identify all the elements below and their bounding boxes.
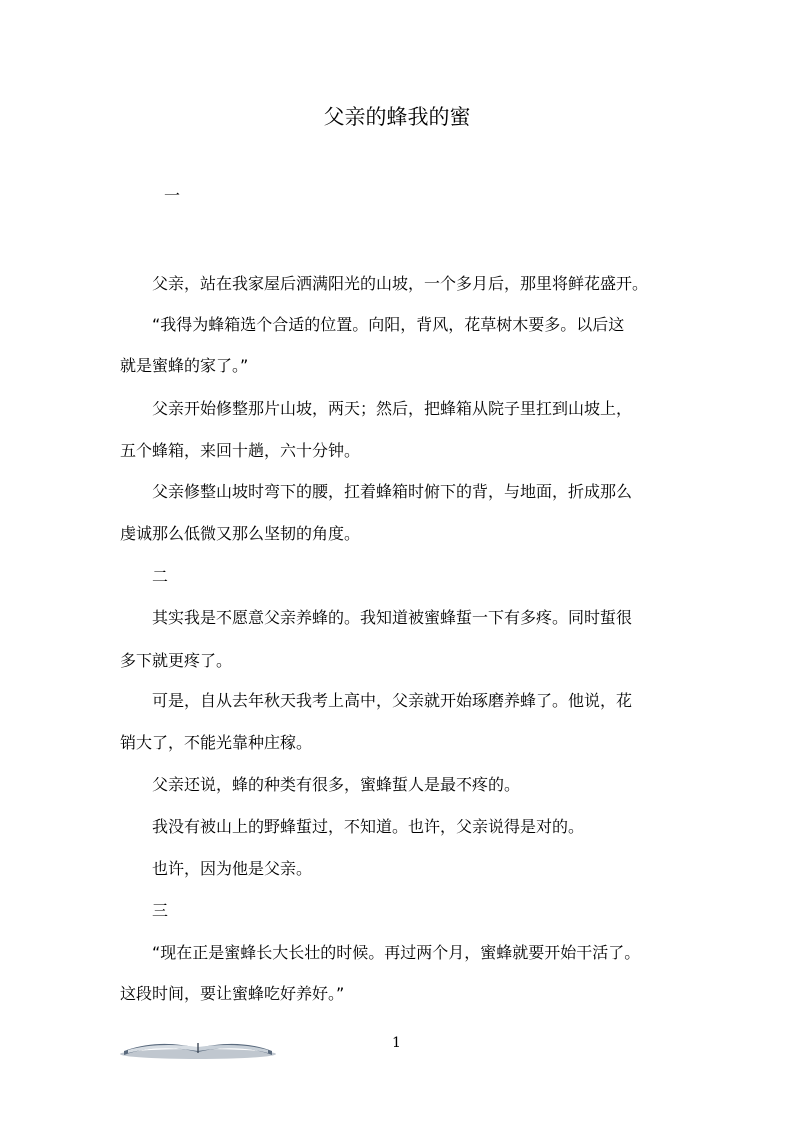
page-title: 父亲的蜂我的蜜: [323, 105, 471, 129]
section-number-1: 一: [164, 186, 181, 205]
paragraph-line: 父亲开始修整那片山坡，两天；然后，把蜂箱从院子里扛到山坡上，: [152, 399, 633, 418]
paragraph-line: 就是蜜蜂的家了。”: [120, 356, 249, 375]
paragraph-line: 五个蜂箱，来回十趟，六十分钟。: [120, 441, 361, 460]
paragraph-line: 多下就更疼了。: [120, 651, 233, 670]
section-number-2: 二: [152, 567, 169, 586]
page-number: 1: [392, 1035, 401, 1051]
paragraph-line: 父亲，站在我家屋后洒满阳光的山坡，一个多月后，那里将鲜花盛开。: [152, 274, 649, 293]
paragraph-line: “现在正是蜜蜂长大长壮的时候。再过两个月，蜜蜂就要开始干活了。: [152, 943, 641, 962]
paragraph-line: 其实我是不愿意父亲养蜂的。我知道被蜜蜂蜇一下有多疼。同时蜇很: [152, 608, 633, 627]
paragraph-line: 父亲修整山坡时弯下的腰，扛着蜂箱时俯下的背，与地面，折成那么: [152, 482, 633, 501]
paragraph-line: 也许，因为他是父亲。: [152, 859, 313, 878]
paragraph-line: “我得为蜂箱选个合适的位置。向阳，背风，花草树木要多。以后这: [152, 315, 625, 334]
paragraph-line: 虔诚那么低微又那么坚韧的角度。: [120, 524, 361, 543]
section-number-3: 三: [152, 901, 169, 920]
paragraph-line: 父亲还说，蜂的种类有很多，蜜蜂蜇人是最不疼的。: [152, 775, 521, 794]
open-book-icon: [118, 1036, 278, 1060]
paragraph-line: 可是，自从去年秋天我考上高中，父亲就开始琢磨养蜂了。他说，花: [152, 691, 633, 710]
paragraph-line: 我没有被山上的野蜂蜇过，不知道。也许，父亲说得是对的。: [152, 817, 585, 836]
paragraph-line: 这段时间，要让蜜蜂吃好养好。”: [120, 984, 345, 1003]
paragraph-line: 销大了，不能光靠种庄稼。: [120, 733, 313, 752]
